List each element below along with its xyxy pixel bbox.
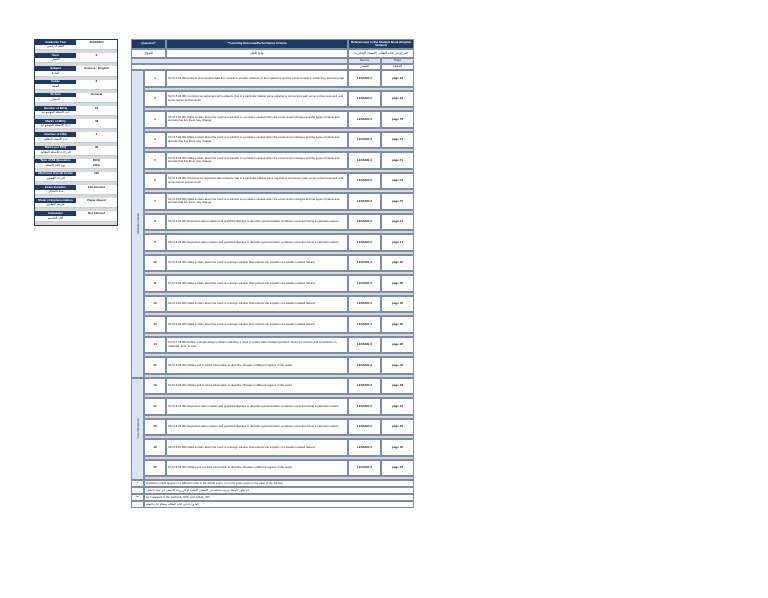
reference-page: page 35 — [381, 316, 414, 333]
table-row — [144, 70, 547, 87]
reference-source: LESSON 3 — [348, 357, 381, 374]
question-number: 16 — [144, 378, 166, 395]
table-row — [144, 255, 547, 272]
table-header-arabic-row — [131, 49, 547, 58]
learning-outcome: SCI.6.6.02.001 Make a claim about the merit of a design solution that reduces the impacts of a weather-related hazard. — [166, 255, 348, 272]
info-label-arabic: الفصل — [35, 58, 76, 63]
question-number: 6 — [144, 173, 166, 190]
info-value-secondary — [76, 71, 117, 76]
table-row — [144, 357, 547, 374]
info-gap — [35, 222, 117, 225]
learning-outcome: SCI.6.4.02.002 Analyze and interpret data from fossils to provide evidence of the organisms and the environments in which they lived long ago. — [166, 70, 348, 87]
reference-source: LESSON 2 — [348, 91, 381, 108]
info-block — [35, 93, 117, 103]
table-row — [144, 111, 547, 128]
info-block — [35, 119, 117, 129]
header-page: Page — [381, 58, 414, 64]
reference-page: page 11 — [381, 234, 414, 251]
info-label: Calculator — [35, 211, 76, 216]
info-block — [35, 172, 117, 182]
learning-outcome: SCI.6.6.01.001 Represent data in tables and graphical displays to describe typical weather conditions expected during a particular season. — [166, 398, 348, 415]
info-label: Subject — [35, 66, 76, 71]
reference-source: LESSON 3 — [348, 439, 381, 456]
learning-outcome: SCI.6.6.02.001 Make a claim about the merit of a design solution that reduces the impacts of a weather-related hazard. — [166, 296, 348, 313]
reference-page: page 75 — [381, 193, 414, 210]
reference-source: LESSON 2 — [348, 419, 381, 436]
question-number: 12 — [144, 296, 166, 313]
table-row — [144, 152, 547, 169]
header-source: Source — [348, 58, 381, 64]
table-row — [144, 296, 547, 313]
header-reference-arabic: المرجع في كتاب الطالب (النسخة الإنجليزية) — [348, 49, 414, 58]
info-block — [35, 185, 117, 195]
reference-page: page 53 — [381, 378, 414, 395]
info-value-secondary — [76, 150, 117, 155]
table-row — [144, 398, 547, 415]
info-block — [35, 211, 117, 221]
note-mark: * — [131, 480, 144, 487]
table-row — [144, 460, 547, 477]
info-block — [35, 40, 117, 50]
reference-source: LESSON 3 — [348, 296, 381, 313]
info-value: MCQ — [76, 159, 117, 164]
note-mark-blank — [131, 501, 144, 508]
note-row — [131, 480, 547, 487]
info-value-secondary — [76, 45, 117, 50]
learning-outcome: SCI.6.6.03.001 Obtain and combine information to describe climates in different regions of the world. — [166, 460, 348, 477]
info-value: 4 — [76, 132, 117, 137]
reference-page: page 11 — [381, 214, 414, 231]
info-label: Maximum Overall Grade — [35, 172, 76, 177]
info-value: 6 — [76, 80, 117, 85]
reference-page: page 38 — [381, 337, 414, 354]
note-mark-blank — [131, 487, 144, 494]
info-block — [35, 106, 117, 116]
notes — [131, 480, 547, 508]
learning-outcome: SCI.6.5.03.001 Make a claim about the merit of a solution to a problem caused when the environment changes and the types of plants and animals that live there may change. — [166, 193, 348, 210]
reference-page: page 27 — [381, 398, 414, 415]
question-number: 17 — [144, 398, 166, 415]
learning-outcome: SCI.6.5.02.001 Construct an argument with evidence that in a particular habitat some organisms can survive well, some survive less well, and some cannot survive at all. — [166, 91, 348, 108]
info-value-secondary — [76, 137, 117, 142]
table-row — [144, 275, 547, 292]
header-question-arabic: السؤال — [131, 49, 166, 58]
reference-page: page 30 — [381, 296, 414, 313]
section-label-text: Multiple Choice — [135, 213, 140, 234]
info-label: Number of MCQ — [35, 106, 76, 111]
info-value-secondary — [76, 216, 117, 221]
question-number: 10 — [144, 255, 166, 272]
info-block — [35, 80, 117, 90]
learning-outcome: SCI.6.5.03.001 Make a claim about the merit of a solution to a problem caused when the environment changes and the types of plants and animals that live there may change. — [166, 111, 348, 128]
reference-page: page 74 — [381, 132, 414, 149]
question-number: 15 — [144, 357, 166, 374]
info-block — [35, 66, 117, 76]
info-label: Mode of Implementation — [35, 198, 76, 203]
note-text: Questions might appear in a different order in the actual exam, or on the exam paper in the case of the SA test. — [144, 480, 414, 487]
info-block — [35, 53, 117, 63]
learning-outcome: SCI.6.6.02.001 Make a claim about the merit of a design solution that reduces the impacts of a weather-related hazard. — [166, 275, 348, 292]
info-value-secondary — [76, 176, 117, 181]
info-label: Term — [35, 53, 76, 58]
info-label-arabic: عدد الأسئلة الموضوعية — [35, 111, 76, 116]
reference-source: LESSON 2 — [348, 234, 381, 251]
info-label: Marks of MCQ — [35, 119, 76, 124]
reference-source: LESSON 3 — [348, 460, 381, 477]
spacer-cell — [144, 476, 414, 480]
info-value: 2023/2024 — [76, 40, 117, 45]
reference-source: LESSON 3 — [348, 378, 381, 395]
question-number: 2 — [144, 91, 166, 108]
info-label-arabic: المسار — [35, 97, 76, 102]
question-number: 11 — [144, 275, 166, 292]
learning-outcome: SCI.6.5.03.001 Make a claim about the merit of a solution to a problem caused when the environment changes and the types of plants and animals that live there may change. — [166, 132, 348, 149]
info-value: Science - English — [76, 66, 117, 71]
question-number: 18 — [144, 419, 166, 436]
reference-page: page 53 — [381, 460, 414, 477]
header-reference: Reference(s) in the Student Book (English Version) — [348, 39, 414, 49]
table-row — [144, 439, 547, 456]
info-value-secondary — [76, 58, 117, 63]
reference-page: page 30 — [381, 439, 414, 456]
info-label-arabic: الصف — [35, 84, 76, 89]
info-label: Number of FRQ — [35, 132, 76, 137]
reference-page: page 74 — [381, 152, 414, 169]
info-label: Marks per FRQ — [35, 146, 76, 151]
table-row — [144, 173, 547, 190]
reference-source: LESSON 2 — [348, 398, 381, 415]
learning-outcome: SCI.6.6.02.001 Make a claim about the merit of a design solution that reduces the impacts of a weather-related hazard. — [166, 316, 348, 333]
info-value-secondary — [76, 203, 117, 208]
info-label-arabic: الآلة الحاسبة — [35, 216, 76, 221]
info-label-arabic: العام الدراسي — [35, 45, 76, 50]
info-value: 3 — [76, 53, 117, 58]
info-block — [35, 159, 117, 169]
header-outcome-arabic: نواتج التعلم — [166, 49, 348, 58]
learning-outcome: SCI.6.6.01.001 Represent data in tables and graphical displays to describe typical weather conditions expected during a particular season. — [166, 419, 348, 436]
reference-page: page 75 — [381, 111, 414, 128]
row-spacer — [144, 476, 547, 480]
info-label-arabic: درجة الأسئلة الموضوعية — [35, 124, 76, 129]
question-number: 3 — [144, 111, 166, 128]
reference-source: LESSON 3 — [348, 152, 381, 169]
reference-source: LESSON 3 — [348, 275, 381, 292]
table-row — [144, 234, 547, 251]
table-row — [144, 316, 547, 333]
header-outcome: **Learning Outcome/Performance Criteria — [166, 39, 348, 49]
question-number: 9 — [144, 234, 166, 251]
table-row — [144, 193, 547, 210]
info-value: 100 — [76, 172, 117, 177]
info-value: 16 — [76, 106, 117, 111]
question-number: 20 — [144, 460, 166, 477]
header-question: Question* — [131, 39, 166, 49]
note-text-arabic: قد تظهر الأسئلة بترتيب مختلف في الامتحان الفعلي، أو في ورقة الامتحان في حالة الاختبار. — [144, 487, 414, 494]
header-page-arabic: الصفحة — [381, 64, 414, 70]
learning-outcome: SCI.6.6.03.001 Obtain and combine information to describe climates in different regions of the world. — [166, 378, 348, 395]
learning-outcome: SCI.6.6.03.001 Obtain and combine information to describe climates in different regions of the world. — [166, 357, 348, 374]
learning-outcome: SCI.6.6.01.001 Represent data in tables and graphical displays to describe typical weather conditions expected during a particular season. — [166, 234, 348, 251]
table-row — [144, 419, 547, 436]
info-value: General — [76, 93, 117, 98]
reference-page: page 40 — [381, 357, 414, 374]
learning-outcome: SCI.6.5.03.001 Make a claim about the merit of a solution to a problem caused when the environment changes and the types of plants and animals that live there may change. — [166, 152, 348, 169]
info-block — [35, 198, 117, 208]
section-label-text: Free Response — [135, 418, 140, 439]
info-label: Stream — [35, 93, 76, 98]
exam-structure-table — [131, 39, 547, 508]
table-row — [144, 214, 547, 231]
note-row — [131, 494, 547, 501]
info-label-arabic: الدرجات للأسئلة المقالية — [35, 150, 76, 155]
reference-source: LESSON 3 — [348, 193, 381, 210]
reference-page: page 94 — [381, 91, 414, 108]
table-header-row — [131, 39, 547, 49]
reference-source: LESSON 3 — [348, 337, 381, 354]
header-source-arabic: المصدر — [348, 64, 381, 70]
table-row — [144, 132, 547, 149]
info-label-arabic: طريقة التطبيق — [35, 203, 76, 208]
info-block — [35, 132, 117, 142]
info-label-arabic: مدة الامتحان — [35, 190, 76, 195]
note-row-arabic — [131, 501, 547, 508]
reference-page: page 30 — [381, 255, 414, 272]
reference-page: page 30 — [381, 275, 414, 292]
question-number: 7 — [144, 193, 166, 210]
info-value: 40 — [76, 146, 117, 151]
table-body — [131, 70, 547, 480]
reference-page: page 29 — [381, 419, 414, 436]
info-label: Type of All Questions — [35, 159, 76, 164]
reference-source: LESSON 2 — [348, 173, 381, 190]
question-number: 1 — [144, 70, 166, 87]
reference-source: LESSON 3 — [348, 316, 381, 333]
info-label: Exam Duration — [35, 185, 76, 190]
learning-outcome: SCI.6.6.01.001 Represent data in tables and graphical displays to describe typical weather conditions expected during a particular season. — [166, 214, 348, 231]
learning-outcome: SCI.6.7.03.001 Define a simple design problem reflecting a need or a want that includes specified criteria for success and constraints on materials, time, or cost. — [166, 337, 348, 354]
info-label: Academic Year — [35, 40, 76, 45]
reference-source: LESSON 2 — [348, 214, 381, 231]
info-label-arabic: عدد الأسئلة المقالية — [35, 137, 76, 142]
info-value-secondary — [76, 190, 117, 195]
info-value-secondary: FRQ — [76, 163, 117, 168]
reference-source: LESSON 3 — [348, 111, 381, 128]
section-label — [131, 70, 144, 378]
info-label-arabic: نوع كافة الأسئلة — [35, 163, 76, 168]
table-row — [144, 337, 547, 354]
note-text-arabic: كما وردت في كتاب الطالب ونظام إدارة التعلم — [144, 501, 414, 508]
info-label: Grade — [35, 80, 76, 85]
info-value: 120 minutes — [76, 185, 117, 190]
learning-outcome: SCI.6.6.02.001 Make a claim about the merit of a design solution that reduces the impacts of a weather-related hazard. — [166, 439, 348, 456]
note-text: As it appears in the textbook, LMS, and (Q&As_SP) — [144, 494, 414, 501]
table-row — [144, 378, 547, 395]
question-number: 8 — [144, 214, 166, 231]
reference-source: LESSON 3 — [348, 132, 381, 149]
info-value: Paper-Based — [76, 198, 117, 203]
info-label-arabic: الدرجة القصوى — [35, 176, 76, 181]
info-value: 48 — [76, 119, 117, 124]
info-value: Not Allowed — [76, 211, 117, 216]
info-value-secondary — [76, 111, 117, 116]
reference-source: LESSON 2 — [348, 70, 381, 87]
section-label — [131, 378, 144, 481]
reference-source: LESSON 3 — [348, 255, 381, 272]
question-number: 13 — [144, 316, 166, 333]
question-number: 5 — [144, 152, 166, 169]
info-value-secondary — [76, 97, 117, 102]
info-block — [35, 146, 117, 156]
learning-outcome: SCI.6.5.02.001 Construct an argument with evidence that in a particular habitat some organisms can survive well, some survive less well, and some cannot survive at all. — [166, 173, 348, 190]
question-number: 14 — [144, 337, 166, 354]
table-row — [144, 91, 547, 108]
note-mark: ** — [131, 494, 144, 501]
question-number: 4 — [144, 132, 166, 149]
exam-info-panel — [34, 39, 118, 226]
question-number: 19 — [144, 439, 166, 456]
info-value-secondary — [76, 84, 117, 89]
info-label-arabic: المادة — [35, 71, 76, 76]
info-value-secondary — [76, 124, 117, 129]
note-row-arabic — [131, 487, 547, 494]
reference-page: page 94 — [381, 70, 414, 87]
reference-page: page 74 — [381, 173, 414, 190]
